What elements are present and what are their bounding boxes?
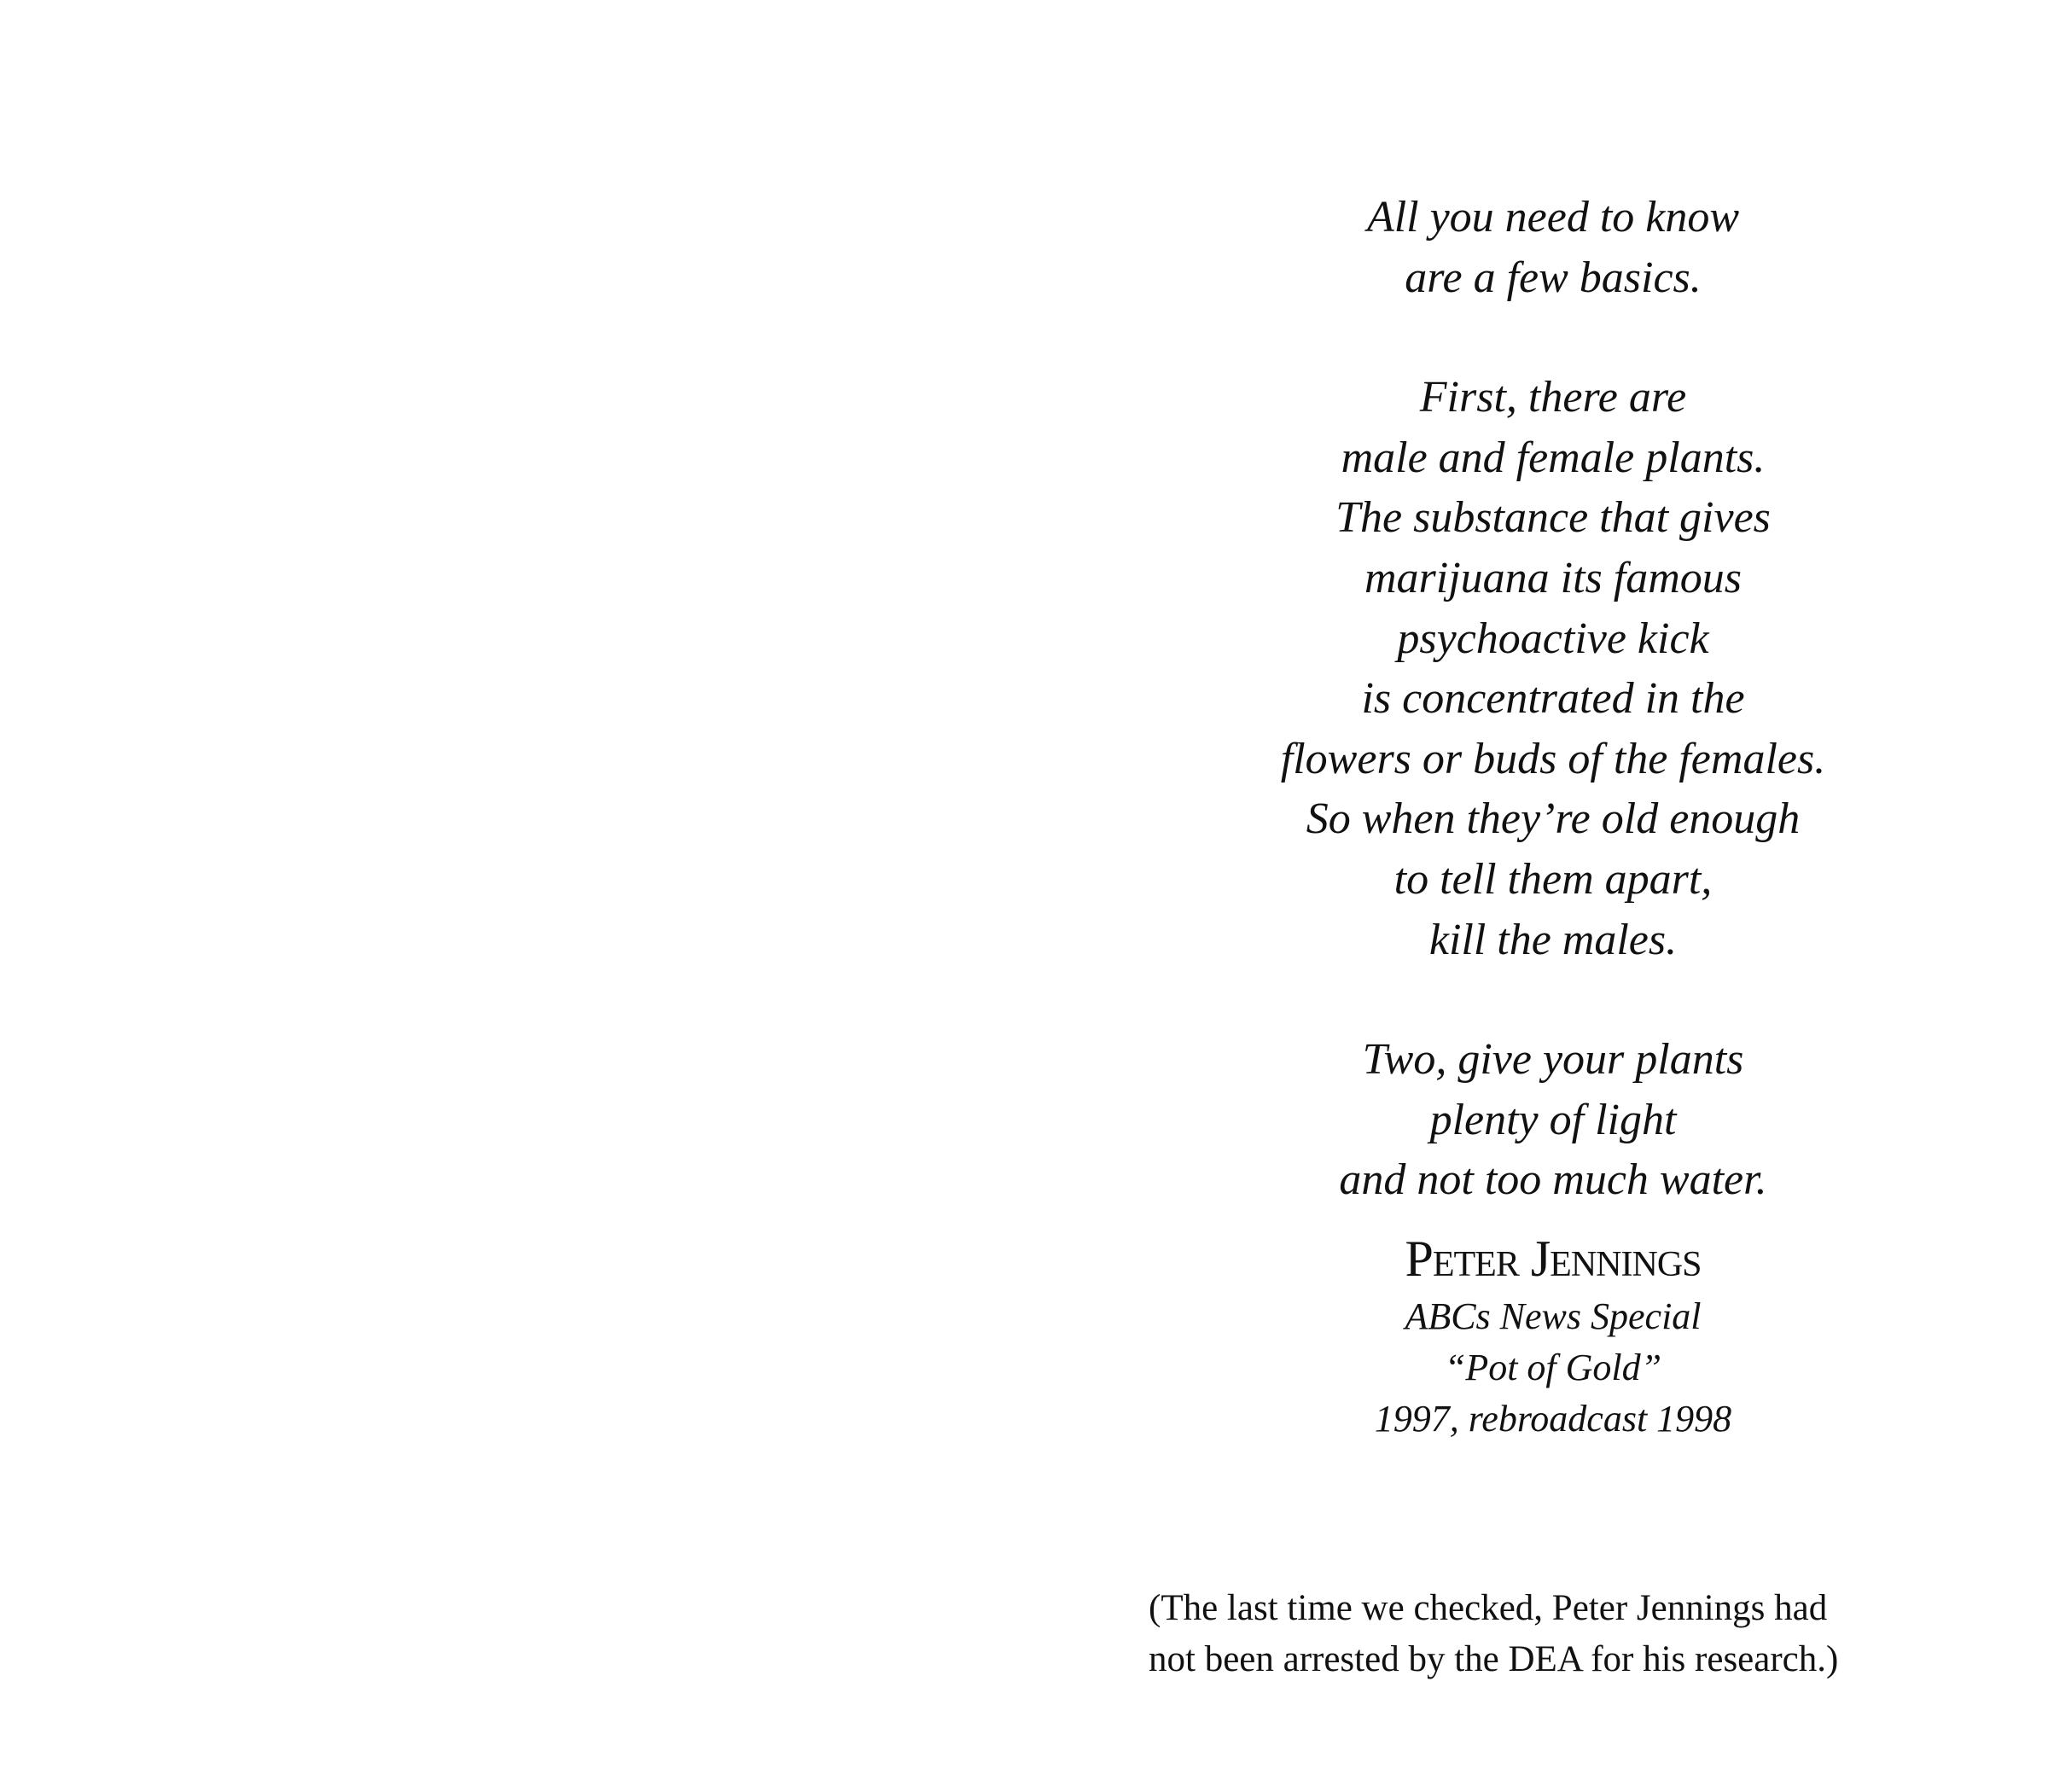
quote-line: Two, give your plants	[1362, 1035, 1744, 1085]
quote-line: So when they’re old enough	[1306, 794, 1801, 844]
quote-line: male and female plants.	[1341, 433, 1766, 482]
quote-line: All you need to know	[1366, 193, 1740, 241]
footnote	[1149, 1583, 1968, 1685]
quote-line: plenty of light	[1429, 1095, 1677, 1144]
quote-line: kill the males.	[1428, 915, 1678, 964]
quote-stanza-1	[1229, 188, 1877, 308]
attribution-date: 1997, rebroadcast 1998	[1374, 1397, 1732, 1440]
quote-line: First, there are	[1419, 373, 1687, 422]
quote-line: psychoactive kick	[1397, 614, 1709, 663]
quote-stanza-2	[1229, 368, 1877, 970]
quote-line: The substance that gives	[1335, 493, 1771, 543]
attribution-title: “Pot of Gold”	[1444, 1346, 1662, 1388]
footnote-line: (The last time we checked, Peter Jennings had	[1149, 1588, 1828, 1628]
attribution-source	[1229, 1291, 1877, 1445]
quote-line: flowers or buds of the females.	[1280, 734, 1826, 783]
quote-line: are a few basics.	[1405, 253, 1702, 302]
attribution-program: ABCs News Special	[1405, 1295, 1702, 1337]
quote-line: marijuana its famous	[1364, 553, 1743, 602]
quote-page	[1229, 188, 1877, 1445]
quote-line: is concentrated in the	[1361, 674, 1745, 724]
quote-stanza-3	[1229, 1030, 1877, 1211]
footnote-line: not been arrested by the DEA for his research.)	[1149, 1639, 1839, 1679]
quote-line: to tell them apart,	[1393, 854, 1713, 904]
attribution-name: Peter Jennings	[1405, 1230, 1702, 1287]
quote-line: and not too much water.	[1339, 1155, 1767, 1205]
